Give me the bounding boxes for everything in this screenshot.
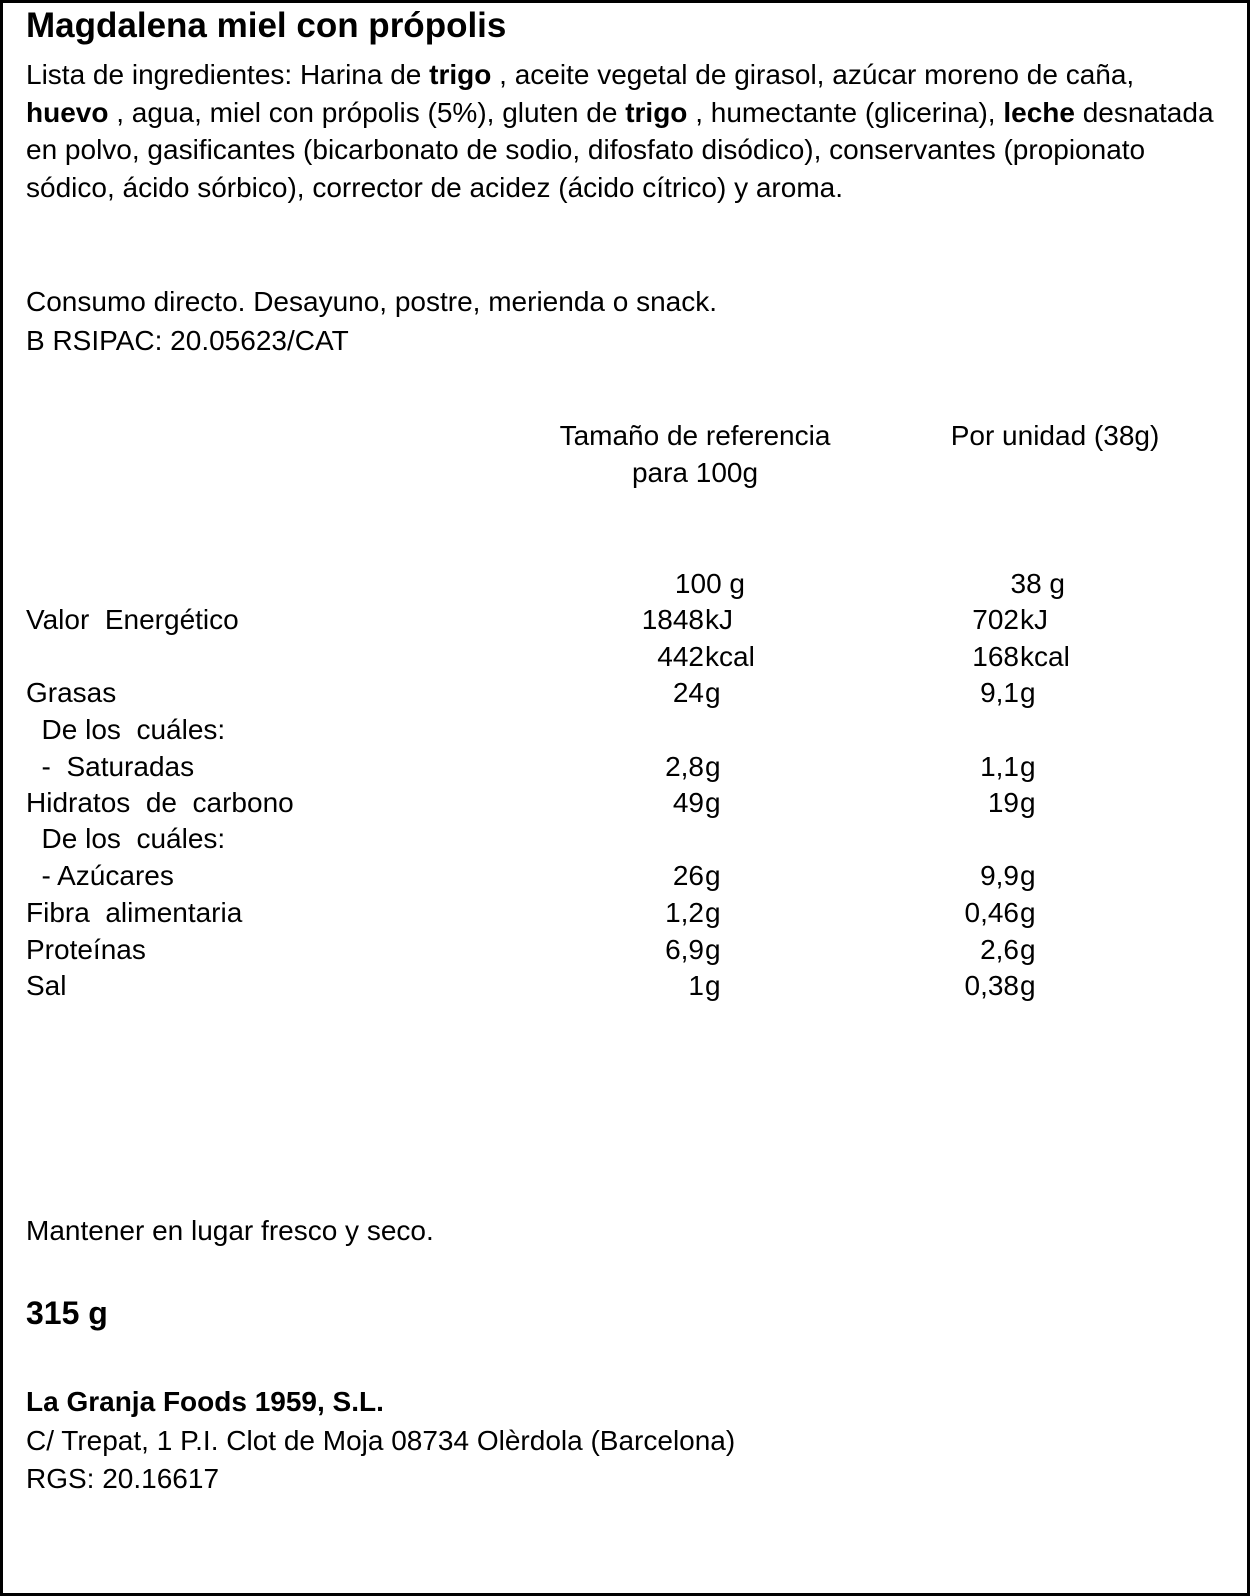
rsipac-code: B RSIPAC: 20.05623/CAT — [26, 325, 349, 356]
product-title: Magdalena miel con própolis — [26, 6, 507, 45]
serving-col1: 100 g — [674, 568, 745, 599]
serving-col2: 38 g — [1010, 568, 1065, 599]
nutrient-value-col2: 19 — [987, 787, 1019, 818]
energy-kcal-unit-col1: kcal — [705, 641, 755, 672]
nutrient-value-col1: 1 — [688, 970, 704, 1001]
nutrient-unit-col2: g — [1020, 787, 1036, 818]
nutrient-unit-col2: g — [1020, 860, 1036, 891]
nutrient-value-col2: 1,1 — [980, 751, 1019, 782]
nutrient-value-col1: 49 — [672, 787, 704, 818]
nutrient-unit-col2: g — [1020, 897, 1036, 928]
nutrient-label: Sal — [26, 970, 67, 1001]
nutrient-value-col1: 6,9 — [665, 934, 704, 965]
company-name: La Granja Foods 1959, S.L. — [26, 1386, 384, 1417]
nutrient-label: Hidratos de carbono — [26, 787, 294, 818]
energy-kcal-col1: 442 — [657, 641, 704, 672]
nutrient-value-col1: 24 — [672, 677, 704, 708]
nutrient-label: Fibra alimentaria — [26, 897, 243, 928]
energy-kj-unit-col2: kJ — [1020, 604, 1048, 635]
nutrient-unit-col1: g — [705, 970, 721, 1001]
ingredient-text: , humectante (glicerina), — [687, 96, 1004, 128]
ingredient-text: Lista de ingredientes: Harina de — [26, 59, 430, 90]
nutrient-value-col1: 1,2 — [665, 897, 704, 928]
col1-header-line2: para 100g — [631, 457, 759, 488]
nutrient-unit-col1: g — [705, 897, 721, 928]
nutrient-label: De los cuáles: — [26, 714, 226, 745]
energy-label: Valor Energético — [26, 604, 239, 635]
allergen-text: huevo — [26, 96, 109, 128]
col2-header: Por unidad (38g) — [950, 420, 1160, 451]
energy-kj-col1: 1848 — [641, 604, 704, 635]
nutrient-value-col1: 2,8 — [665, 751, 704, 782]
nutrient-unit-col2: g — [1020, 970, 1036, 1001]
nutrient-label: De los cuáles: — [26, 823, 226, 854]
nutrient-value-col2: 0,46 — [964, 897, 1019, 928]
allergen-text: trigo — [625, 96, 688, 128]
ingredients-list — [26, 56, 1221, 206]
nutrient-value-col2: 9,1 — [980, 677, 1019, 708]
company-address: C/ Trepat, 1 P.I. Clot de Moja 08734 Olèrdola (Barcelona) — [26, 1425, 736, 1456]
allergen-text: leche — [1003, 96, 1075, 128]
nutrient-unit-col1: g — [705, 677, 721, 708]
ingredient-text: , agua, miel con própolis (5%), gluten de — [108, 96, 626, 128]
nutrient-label: - Saturadas — [26, 751, 195, 782]
storage-text: Mantener en lugar fresco y seco. — [26, 1215, 434, 1246]
energy-kj-unit-col1: kJ — [705, 604, 733, 635]
nutrient-label: - Azúcares — [26, 860, 174, 891]
nutrient-value-col2: 9,9 — [980, 860, 1019, 891]
company-rgs: RGS: 20.16617 — [26, 1463, 220, 1494]
nutrient-value-col2: 2,6 — [980, 934, 1019, 965]
ingredient-text: , aceite vegetal de girasol, azúcar moreno de caña, — [491, 59, 1135, 90]
nutrient-unit-col1: g — [705, 860, 721, 891]
nutrient-unit-col2: g — [1020, 751, 1036, 782]
nutrient-label: Proteínas — [26, 934, 146, 965]
net-weight: 315 g — [26, 1295, 108, 1331]
nutrient-unit-col1: g — [705, 934, 721, 965]
nutrient-unit-col1: g — [705, 751, 721, 782]
nutrient-value-col2: 0,38 — [964, 970, 1019, 1001]
nutrient-label: Grasas — [26, 677, 117, 708]
ingredient-text: desnatada en polvo, gasificantes (bicarbonato de sodio, difosfato disódico), conservantes (propionato sódico, ácido sórbico), corrector de acidez (ácido cítrico) y aroma. — [26, 96, 1214, 203]
nutrient-unit-col2: g — [1020, 677, 1036, 708]
energy-kcal-col2: 168 — [972, 641, 1019, 672]
nutrient-unit-col2: g — [1020, 934, 1036, 965]
col1-header-line1: Tamaño de referencia — [559, 420, 831, 451]
energy-kj-col2: 702 — [972, 604, 1019, 635]
usage-text: Consumo directo. Desayuno, postre, merienda o snack. — [26, 286, 718, 317]
nutrient-unit-col1: g — [705, 787, 721, 818]
energy-kcal-unit-col2: kcal — [1020, 641, 1070, 672]
nutrient-value-col1: 26 — [672, 860, 704, 891]
allergen-text: trigo — [429, 59, 492, 90]
